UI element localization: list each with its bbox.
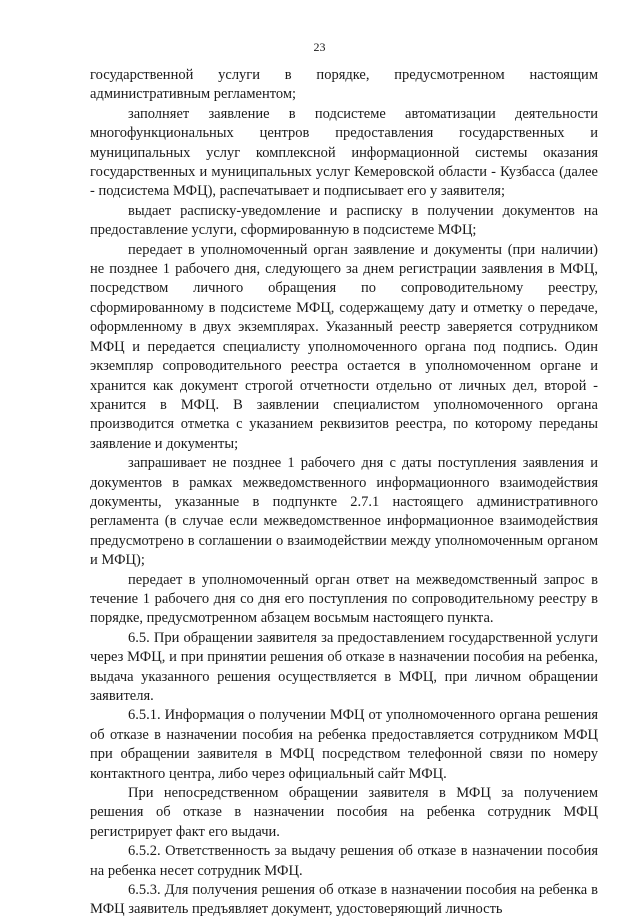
paragraph: выдает расписку-уведомление и расписку в получении документов на предоставление услуги, сформированную в подсистеме МФЦ;: [90, 202, 598, 239]
page-number: 23: [313, 40, 326, 54]
paragraph: 6.5.3. Для получения решения об отказе в назначении пособия на ребенка в МФЦ заявитель предъявляет документ, удостоверяющий личность: [90, 882, 598, 918]
paragraph: запрашивает не позднее 1 рабочего дня с даты поступления заявления и документов в рамках межведомственного информационного взаимодействия документы, указанные в подпункте 2.7.1 настоящего административного регламента (в случае если межведомственное информационное взаимодействия предусмотрено в соглашении о взаимодействии между уполномоченным органом и МФЦ);: [90, 455, 598, 569]
paragraph: передает в уполномоченный орган заявление и документы (при наличии) не позднее 1 рабочего дня, следующего за днем регистрации заявления в МФЦ, посредством личного обращения по сопроводительному реестру, сформированному в подсистеме МФЦ, содержащему дату и отметку о передаче, оформленному в двух экземплярах. Указанный реестр заверяется сотрудником МФЦ и передается специалисту уполномоченного органа под подпись. Один экземпляр сопроводительного реестра остается в уполномоченном органе и хранится как документ строгой отчетности отдельно от личных дел, второй - хранится в МФЦ. В заявлении специалистом уполномоченного органа производится отметка с указанием реквизитов реестра, по которому переданы заявление и документы;: [90, 241, 598, 452]
paragraph: 6.5. При обращении заявителя за предоставлением государственной услуги через МФЦ, и при принятии решения об отказе в назначении пособия на ребенка, выдача указанного решения осуществляется в МФЦ, при личном обращении заявителя.: [90, 629, 598, 704]
paragraph: 6.5.2. Ответственность за выдачу решения об отказе в назначении пособия на ребенка несет сотрудник МФЦ.: [90, 843, 598, 879]
paragraph: передает в уполномоченный орган ответ на межведомственный запрос в течение 1 рабочего дня со дня его поступления по сопроводительному реестру в порядке, предусмотренном абзацем восьмым настоящего пункта.: [90, 571, 598, 627]
document-body: [90, 66, 598, 920]
paragraph: государственной услуги в порядке, предусмотренном настоящим административным регламентом;: [90, 67, 598, 103]
paragraph: заполняет заявление в подсистеме автоматизации деятельности многофункциональных центров предоставления государственных и муниципальных услуг комплексной информационной системы оказания государственных и муниципальных услуг Кемеровской области - Кузбасса (далее - подсистема МФЦ), распечатывает и подписывает его у заявителя;: [90, 105, 598, 200]
paragraph: При непосредственном обращении заявителя в МФЦ за получением решения об отказе в назначении пособия на ребенка сотрудник МФЦ регистрирует факт его выдачи.: [90, 785, 598, 840]
paragraph: 6.5.1. Информация о получении МФЦ от уполномоченного органа решения об отказе в назначении пособия на ребенка предоставляется сотрудником МФЦ при обращении заявителя в МФЦ посредством телефонной связи по номеру контактного центра, либо через официальный сайт МФЦ.: [90, 707, 598, 782]
